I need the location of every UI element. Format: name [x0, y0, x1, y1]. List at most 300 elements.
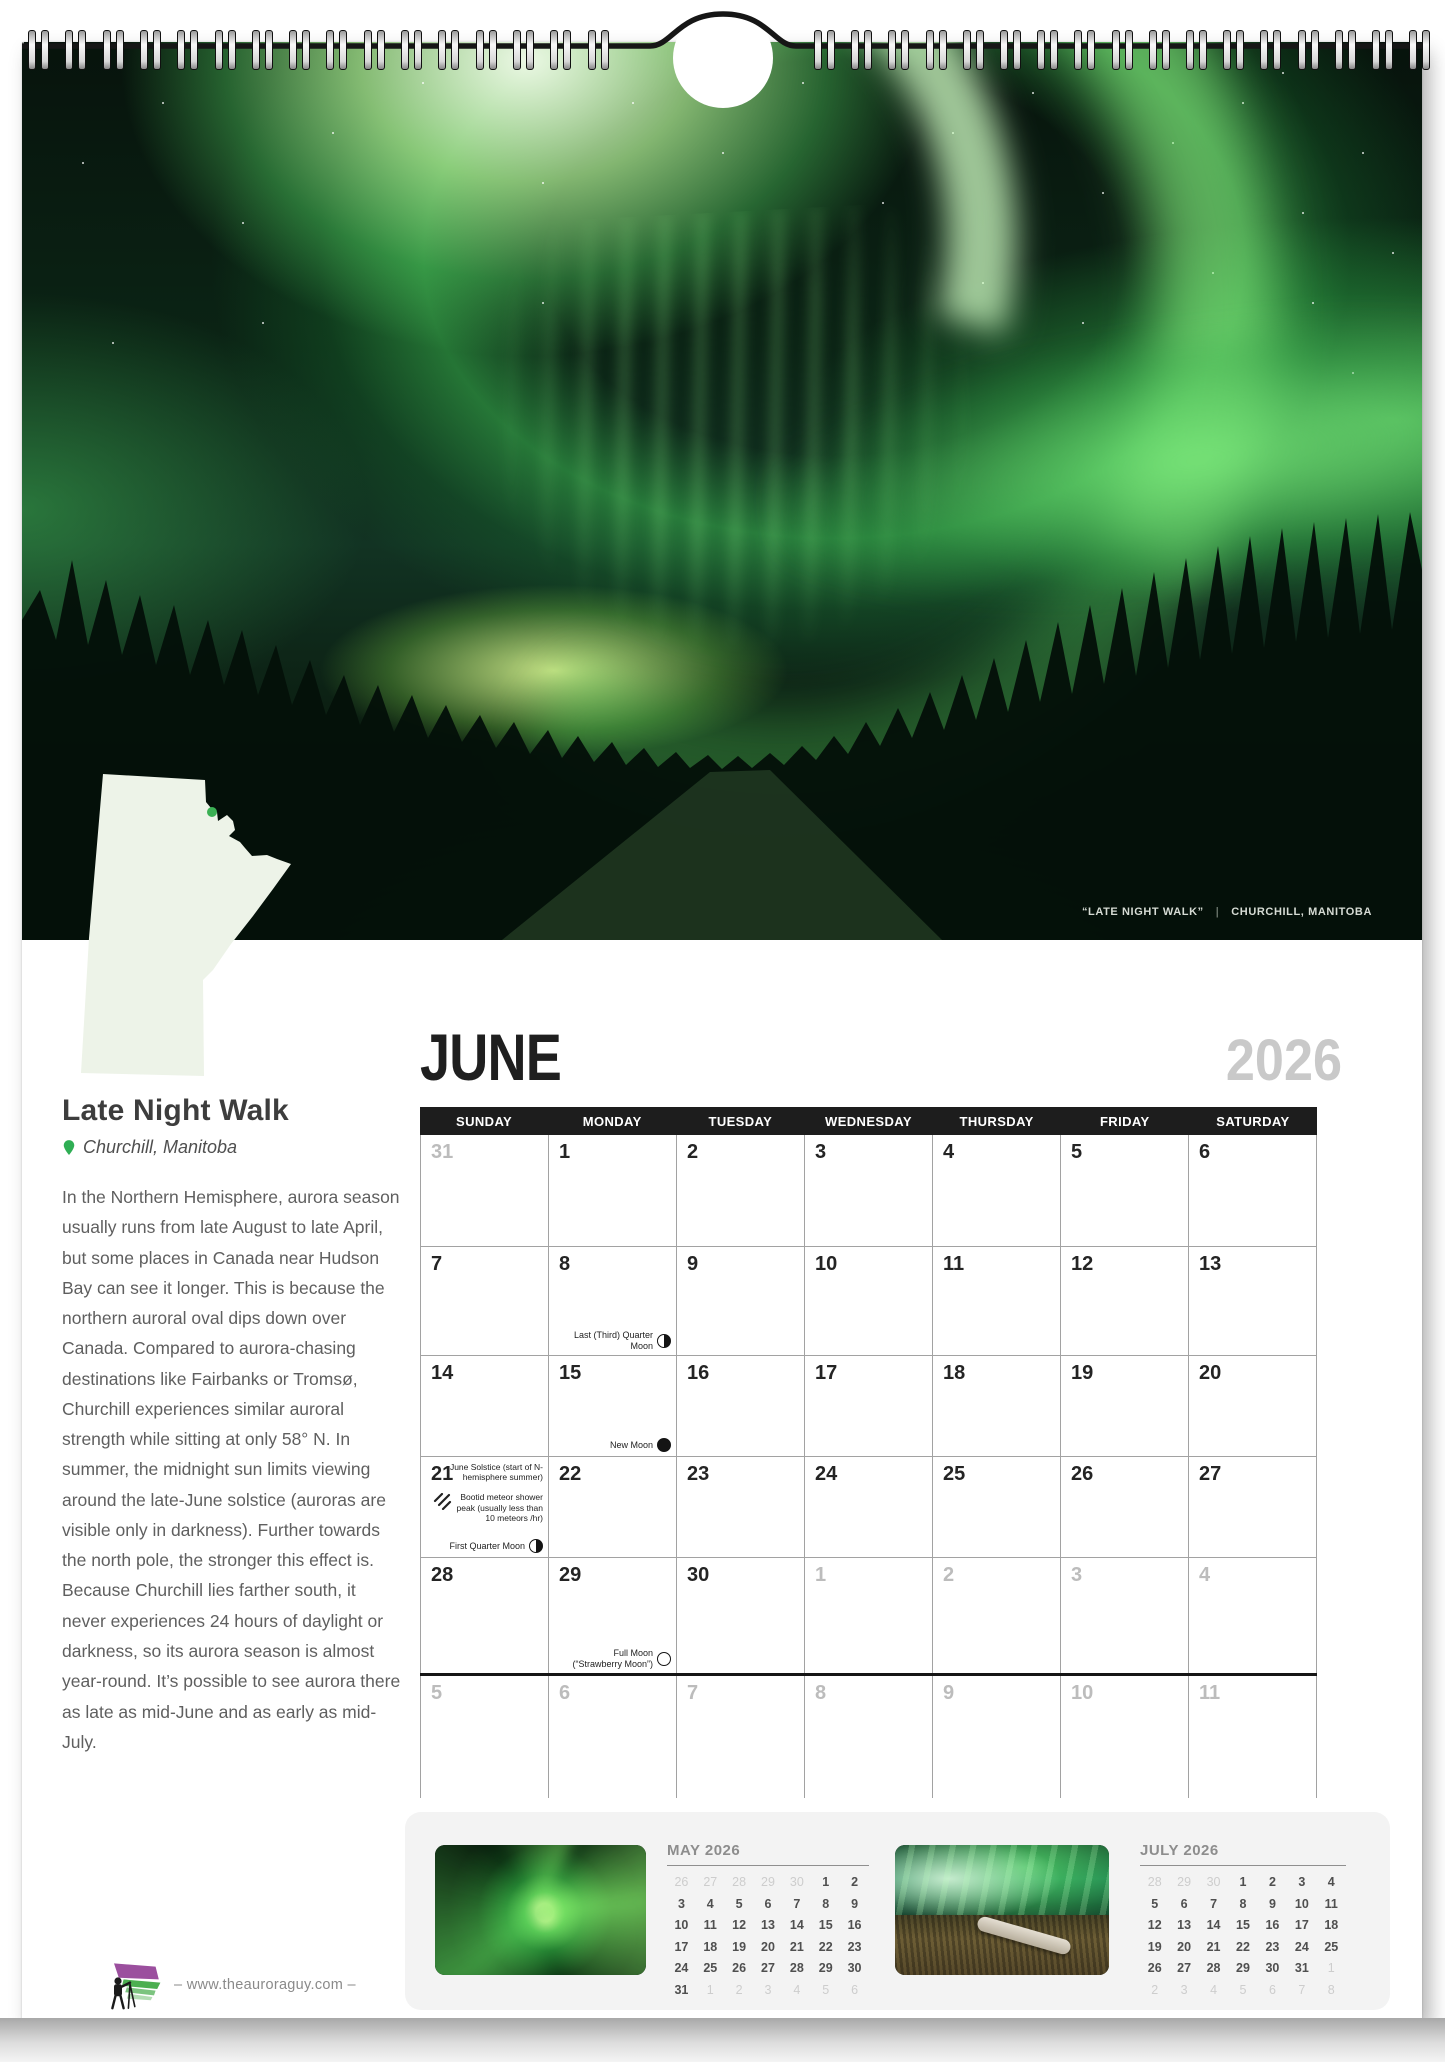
day-cell: [933, 1356, 1061, 1456]
mini-day: 6: [764, 1896, 772, 1911]
wire: [252, 30, 260, 70]
day-number: 12: [1071, 1253, 1094, 1275]
weekday-label: MONDAY: [582, 1113, 642, 1129]
wire: [103, 30, 111, 70]
year-label: 2026: [1225, 1028, 1342, 1093]
mini-day: 16: [1265, 1918, 1280, 1932]
wire: [153, 30, 161, 70]
mini-day: 22: [1236, 1939, 1250, 1954]
day-number: 4: [943, 1141, 955, 1163]
story-panel: [62, 1094, 402, 1757]
day-number: 26: [1071, 1463, 1094, 1485]
mini-day: 19: [1147, 1939, 1162, 1954]
day-cell: [1061, 1676, 1189, 1798]
wire: [926, 30, 934, 70]
day-number: 7: [431, 1253, 443, 1275]
wire: [364, 30, 372, 70]
day-cell: [677, 1457, 805, 1557]
binding-wire: [513, 30, 534, 68]
wire: [1186, 30, 1194, 70]
binding-wire: [28, 30, 49, 68]
mini-day: 11: [1324, 1896, 1338, 1911]
churchill-marker: [207, 807, 217, 817]
wire: [1223, 30, 1231, 70]
mini-panel: [405, 1812, 1390, 2010]
wire: [265, 30, 273, 70]
mini-day: 17: [674, 1939, 689, 1954]
mini-day: 1: [822, 1875, 830, 1889]
mini-day: 27: [1177, 1961, 1192, 1975]
mini-day: 11: [703, 1918, 717, 1932]
day-cell: [677, 1356, 805, 1456]
calendar-week-row: [420, 1457, 1317, 1558]
calendar-week-row: [420, 1135, 1317, 1247]
moon-phase-label: Full Moon (“Strawberry Moon”): [572, 1648, 653, 1669]
moon-phase-annotation: [549, 1330, 671, 1351]
binding-wire: [1298, 30, 1319, 68]
day-cell: [549, 1676, 677, 1798]
binding-wire: [364, 30, 385, 68]
mini-calendar-may: [667, 1842, 869, 1997]
wire: [513, 30, 521, 70]
day-number: 5: [431, 1682, 443, 1704]
day-cell: [933, 1135, 1061, 1246]
mini-day: 15: [1236, 1918, 1250, 1932]
day-cell: [805, 1135, 933, 1246]
mini-day: 24: [1294, 1939, 1309, 1954]
calendar-grid-body: [420, 1135, 1317, 1798]
mini-day: 2: [851, 1875, 859, 1889]
mini-day: 5: [822, 1982, 830, 1997]
wire: [864, 30, 872, 70]
day-cell: [420, 1558, 549, 1673]
day-number: 14: [431, 1362, 454, 1384]
mini-calendar-may-grid: [667, 1875, 869, 1997]
wire: [1409, 30, 1417, 70]
binding-wire: [1260, 30, 1281, 68]
day-number: 27: [1199, 1463, 1222, 1485]
wire: [177, 30, 185, 70]
mini-day: 29: [761, 1875, 775, 1889]
day-number: 22: [559, 1463, 582, 1485]
mini-day: 25: [703, 1961, 718, 1975]
wire: [228, 30, 236, 70]
day-number: 6: [559, 1682, 571, 1704]
mini-day: 3: [677, 1896, 685, 1911]
binding-wire: [1223, 30, 1244, 68]
binding-wire: [252, 30, 273, 68]
day-cell: [677, 1676, 805, 1798]
wire: [1311, 30, 1319, 70]
july-thumbnail: [895, 1845, 1109, 1975]
mini-day: 29: [1236, 1961, 1250, 1975]
day-number: 31: [431, 1141, 454, 1163]
wire: [1335, 30, 1343, 70]
mini-day: 20: [1177, 1939, 1192, 1954]
day-cell: [420, 1356, 549, 1456]
day-number: 5: [1071, 1141, 1083, 1163]
weekday-label: SUNDAY: [456, 1113, 513, 1129]
weekday-label: SATURDAY: [1216, 1113, 1290, 1129]
mini-day: 20: [761, 1939, 775, 1954]
mini-day: 5: [1239, 1982, 1247, 1997]
day-number: 18: [943, 1362, 966, 1384]
mini-day: 26: [1147, 1961, 1162, 1975]
binding-wire: [963, 30, 984, 68]
day-cell: [1061, 1457, 1189, 1557]
mini-day: 8: [822, 1896, 830, 1911]
mini-day: 4: [1210, 1982, 1218, 1997]
wire: [526, 30, 534, 70]
binding-wire: [1372, 30, 1393, 68]
wire: [976, 30, 984, 70]
day-cell: [805, 1457, 933, 1557]
wire: [901, 30, 909, 70]
mini-day: 18: [1324, 1918, 1339, 1932]
mini-day: 26: [674, 1875, 689, 1889]
day-cell: [549, 1356, 677, 1456]
moon-phase-label: New Moon: [609, 1439, 653, 1450]
wire: [451, 30, 459, 70]
day-number: 25: [943, 1463, 966, 1485]
may-aurora-swirl-overlay: [435, 1845, 646, 1975]
mini-day: 28: [789, 1961, 804, 1975]
calendar-week-row: [420, 1356, 1317, 1457]
mini-day: 17: [1294, 1918, 1309, 1932]
mini-day: 27: [703, 1875, 718, 1889]
day-number: 10: [815, 1253, 838, 1275]
day-number: 9: [687, 1253, 699, 1275]
moon-phase-label: First Quarter Moon: [449, 1540, 525, 1551]
day-cell: [677, 1247, 805, 1355]
binding-wire: [1000, 30, 1021, 68]
mini-day: 12: [732, 1918, 747, 1932]
mini-day: 23: [1265, 1939, 1280, 1954]
wire: [1125, 30, 1133, 70]
photo-caption-title: “LATE NIGHT WALK”: [1081, 906, 1204, 918]
day-cell: [549, 1247, 677, 1355]
pages-below-shadow: [0, 2018, 1445, 2062]
wire: [1162, 30, 1170, 70]
wire: [1372, 30, 1380, 70]
month-title: JUNE: [420, 1020, 562, 1094]
wire: [814, 30, 822, 70]
mini-day: 5: [1151, 1896, 1159, 1911]
day-cell: [1061, 1558, 1189, 1673]
mini-day: 22: [818, 1939, 833, 1954]
binding-wires: [22, 30, 1422, 70]
mini-day: 13: [1177, 1918, 1192, 1932]
day-cell: [549, 1558, 677, 1673]
mini-day: 4: [1327, 1875, 1335, 1889]
wire: [1037, 30, 1045, 70]
wire: [1260, 30, 1268, 70]
day-number: 11: [1199, 1682, 1221, 1704]
mini-day: 13: [761, 1918, 775, 1932]
day-cell: [677, 1135, 805, 1246]
day-cell: [549, 1135, 677, 1246]
day-cell: [1189, 1457, 1317, 1557]
day-number: 8: [815, 1682, 827, 1704]
binding-wire: [1112, 30, 1133, 68]
wire: [1273, 30, 1281, 70]
weekday-label: FRIDAY: [1099, 1113, 1150, 1129]
wire: [116, 30, 124, 70]
mini-day: 5: [735, 1896, 743, 1911]
day-number: 19: [1071, 1362, 1094, 1384]
mini-day: 10: [1294, 1896, 1309, 1911]
day-number: 24: [815, 1463, 838, 1485]
mini-day: 30: [1265, 1961, 1280, 1975]
mini-day: 14: [1206, 1918, 1221, 1932]
day-cell: [1061, 1356, 1189, 1456]
wire: [1013, 30, 1021, 70]
mini-day: 24: [674, 1961, 689, 1975]
day-number: 29: [559, 1564, 582, 1586]
binding-wire: [326, 30, 347, 68]
moon-phase-annotation: [449, 1539, 543, 1553]
day-cell: [933, 1558, 1061, 1673]
wire: [377, 30, 385, 70]
mini-day: 10: [674, 1918, 689, 1932]
binding-wire: [1074, 30, 1095, 68]
month-header: [420, 1010, 1342, 1094]
wire: [1000, 30, 1008, 70]
first-quarter-moon-icon: [529, 1539, 543, 1553]
mini-day: 3: [1298, 1875, 1306, 1889]
calendar-page: [22, 42, 1422, 2020]
mini-day: 2: [735, 1982, 743, 1997]
mini-day: 21: [1206, 1939, 1221, 1954]
binding-wire: [888, 30, 909, 68]
day-number: 3: [1071, 1564, 1083, 1586]
mini-day: 15: [818, 1918, 833, 1932]
mini-day: 29: [1177, 1875, 1192, 1889]
mini-day: 26: [732, 1961, 747, 1975]
binding-wire: [476, 30, 497, 68]
mini-day: 6: [851, 1982, 859, 1997]
day-number: 17: [815, 1362, 838, 1384]
wire: [1422, 30, 1430, 70]
moon-phase-label: Last (Third) Quarter Moon: [573, 1330, 653, 1351]
last-quarter-moon-icon: [657, 1334, 671, 1348]
wire: [215, 30, 223, 70]
mini-day: 4: [793, 1982, 801, 1997]
binding-wire: [215, 30, 236, 68]
wire: [289, 30, 297, 70]
mini-day: 29: [818, 1961, 833, 1975]
binding-wire: [588, 30, 609, 68]
mini-calendar-july: [1140, 1842, 1346, 1997]
mini-day: 16: [847, 1918, 862, 1932]
wire: [851, 30, 859, 70]
binding-wire: [1186, 30, 1207, 68]
day-cell: [933, 1247, 1061, 1355]
calendar-grid: [420, 1107, 1317, 1798]
mini-day: 1: [1239, 1875, 1247, 1889]
mini-day: 2: [1268, 1875, 1276, 1889]
binding-wire: [65, 30, 86, 68]
story-body: In the Northern Hemisphere, aurora season usually runs from late August to late April, but some places in Canada near Hudson Bay can see it longer. This is because the northern auroral oval dips down over Canada. Compared to aurora-chasing destinations like Fairbanks or Tromsø, Churchill experiences similar auroral strength while sitting at only 58° N. In summer, the midnight sun limits viewing around the late-June solstice (auroras are visible only in darkness). Further towards the north pole, the stronger this effect is. Because Churchill lies farther south, it never experiences 24 hours of daylight or darkness, so its aurora season is almost year-round. It’s possible to see aurora there as late as mid-June and as early as mid-July.: [62, 1187, 401, 1752]
wire: [140, 30, 148, 70]
calendar-week-row: [420, 1676, 1317, 1798]
day-number: 20: [1199, 1362, 1222, 1384]
wire: [65, 30, 73, 70]
day-cell: [1189, 1247, 1317, 1355]
wire: [563, 30, 571, 70]
binding-wire: [926, 30, 947, 68]
wire: [1112, 30, 1120, 70]
weekday-label: TUESDAY: [708, 1113, 773, 1129]
mini-day: 1: [1327, 1961, 1335, 1975]
day-cell: [1061, 1247, 1189, 1355]
day-cell: [933, 1457, 1061, 1557]
wire: [1087, 30, 1095, 70]
wire: [302, 30, 310, 70]
new-moon-moon-icon: [657, 1438, 671, 1452]
day-cell: [805, 1676, 933, 1798]
may-thumbnail: [435, 1845, 646, 1975]
calendar-week-row: [420, 1558, 1317, 1676]
wire: [1199, 30, 1207, 70]
wire: [1050, 30, 1058, 70]
mini-day: 28: [732, 1875, 747, 1889]
full-moon-moon-icon: [657, 1652, 671, 1666]
day-cell: [677, 1558, 805, 1673]
aurora-guy-icon: [106, 1960, 162, 2010]
day-cell: [420, 1676, 549, 1798]
binding-wire: [1335, 30, 1356, 68]
calendar-week-row: [420, 1247, 1317, 1356]
day-number: 1: [815, 1564, 827, 1586]
wire: [601, 30, 609, 70]
binding-wire: [1037, 30, 1058, 68]
mini-calendar-july-title: JULY 2026: [1140, 1842, 1346, 1866]
binding-wire: [103, 30, 124, 68]
binding-wire: [550, 30, 571, 68]
day-number: 30: [687, 1564, 710, 1586]
wire: [190, 30, 198, 70]
july-aurora-sky: [895, 1845, 1109, 1920]
binding-wire: [814, 30, 835, 68]
day-number: 9: [943, 1682, 955, 1704]
day-number: 3: [815, 1141, 827, 1163]
day-number: 6: [1199, 1141, 1211, 1163]
day-cell: [549, 1457, 677, 1557]
binding-wire: [438, 30, 459, 68]
mini-day: 4: [706, 1896, 714, 1911]
day-cell: [805, 1356, 933, 1456]
manitoba-map: [77, 768, 299, 1082]
mini-day: 7: [793, 1896, 801, 1911]
weekday-header: [420, 1107, 1317, 1135]
binding-wire: [401, 30, 422, 68]
mini-day: 1: [706, 1982, 714, 1997]
day-number: 4: [1199, 1564, 1211, 1586]
mini-day: 30: [847, 1961, 862, 1975]
photo-caption-location: CHURCHILL, MANITOBA: [1231, 906, 1372, 918]
event-note: Bootid meteor shower peak (usually less than 10 meteors /hr): [456, 1492, 543, 1523]
wire: [588, 30, 596, 70]
day-cell: [805, 1247, 933, 1355]
mini-day: 30: [1206, 1875, 1221, 1889]
weekday-label: WEDNESDAY: [825, 1113, 912, 1129]
wire: [1348, 30, 1356, 70]
mini-day: 2: [1151, 1982, 1159, 1997]
day-cell: [1189, 1558, 1317, 1673]
day-cell: [420, 1457, 549, 1557]
day-number: 13: [1199, 1253, 1222, 1275]
wire: [827, 30, 835, 70]
mini-day: 3: [764, 1982, 772, 1997]
story-location: Churchill, Manitoba: [83, 1137, 238, 1157]
day-number: 2: [943, 1564, 955, 1586]
location-pin-icon: [62, 1139, 76, 1157]
mini-day: 7: [1210, 1896, 1218, 1911]
wire: [28, 30, 36, 70]
mini-day: 7: [1298, 1982, 1306, 1997]
weekday-label: THURSDAY: [959, 1113, 1034, 1129]
day-number: 7: [687, 1682, 699, 1704]
wire: [1385, 30, 1393, 70]
wire: [414, 30, 422, 70]
wire: [326, 30, 334, 70]
binding-wire: [851, 30, 872, 68]
mini-calendar-may-title: MAY 2026: [667, 1842, 869, 1866]
wire: [963, 30, 971, 70]
day-number: 16: [687, 1362, 710, 1384]
binding-wire: [1409, 30, 1430, 68]
day-number: 15: [559, 1362, 582, 1384]
wire: [489, 30, 497, 70]
wire: [78, 30, 86, 70]
mini-day: 28: [1147, 1875, 1162, 1889]
day-number: 10: [1071, 1682, 1094, 1704]
mini-day: 31: [1294, 1961, 1309, 1975]
binding-wire: [1149, 30, 1170, 68]
day-cell: [1189, 1135, 1317, 1246]
wire: [1236, 30, 1244, 70]
day-cell: [420, 1135, 549, 1246]
day-number: 11: [943, 1253, 965, 1275]
mini-day: 9: [1268, 1896, 1276, 1911]
mini-day: 9: [851, 1896, 859, 1911]
mini-day: 6: [1180, 1896, 1188, 1911]
wire: [888, 30, 896, 70]
mini-day: 19: [732, 1939, 747, 1954]
mini-day: 21: [789, 1939, 804, 1954]
day-number: 23: [687, 1463, 710, 1485]
day-cell: [933, 1676, 1061, 1798]
website-text: – www.theauroraguy.com –: [174, 1977, 356, 1993]
day-number: 8: [559, 1253, 571, 1275]
wire: [401, 30, 409, 70]
mini-day: 3: [1180, 1982, 1188, 1997]
mini-day: 23: [847, 1939, 862, 1954]
footer-logo: [106, 1960, 356, 2010]
day-cell: [805, 1558, 933, 1673]
mini-day: 27: [761, 1961, 775, 1975]
day-cell: [1061, 1135, 1189, 1246]
day-number: 21: [431, 1463, 454, 1485]
mini-day: 8: [1239, 1896, 1247, 1911]
day-number: 28: [431, 1564, 454, 1586]
mini-day: 14: [789, 1918, 804, 1932]
day-number: 1: [559, 1141, 571, 1163]
day-cell: [420, 1247, 549, 1355]
wire: [1149, 30, 1157, 70]
day-cell: [1189, 1356, 1317, 1456]
